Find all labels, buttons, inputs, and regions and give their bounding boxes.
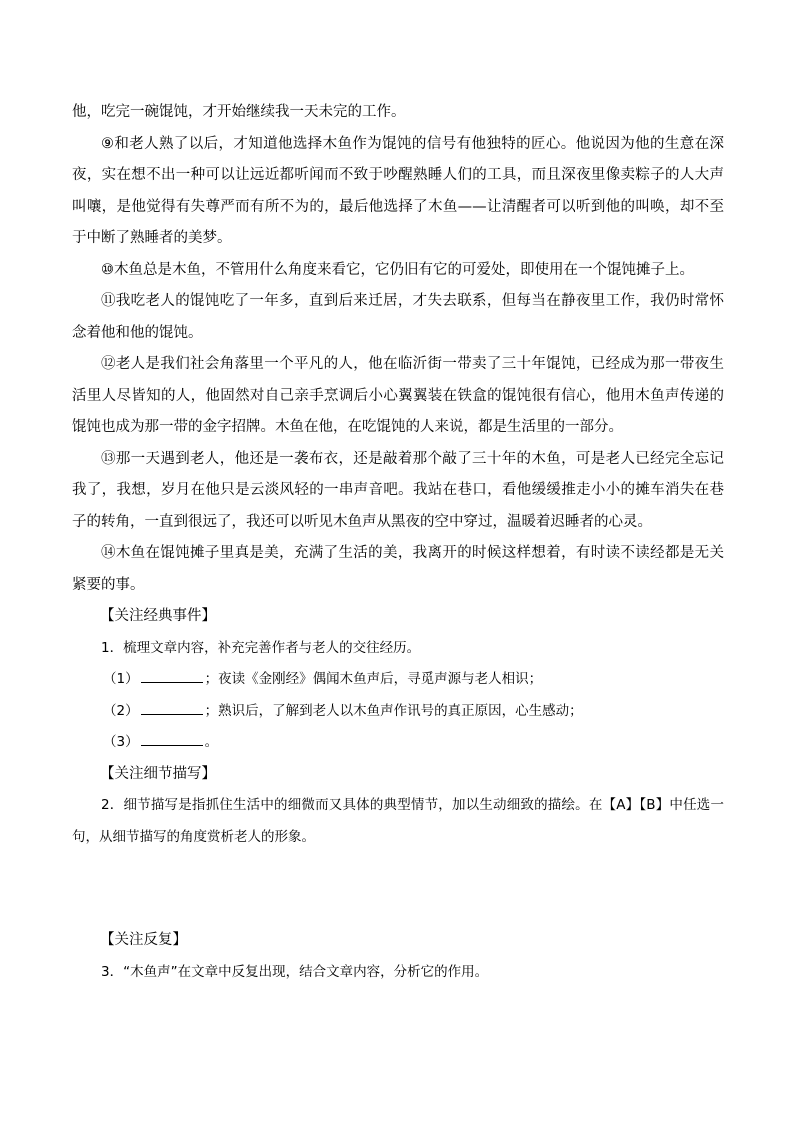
paragraph-10: ⑩木鱼总是木鱼，不管用什么角度来看它，它仍旧有它的可爱处，即使用在一个馄饨摊子上。 [101, 261, 694, 278]
question-1-item-2 [72, 696, 724, 728]
item-text: ；夜读《金刚经》偶闻木鱼声后，寻觅声源与老人相识； [204, 671, 543, 687]
item-number: （2） [103, 702, 139, 719]
item-text: 。 [204, 734, 219, 750]
answer-blank[interactable] [141, 700, 203, 715]
item-text: ；熟识后，了解到老人以木鱼声作讯号的真正原因，心生感动； [204, 702, 583, 719]
question-1-item-3 [72, 727, 724, 759]
paragraph-12: ⑫老人是我们社会角落里一个平凡的人，他在临沂街一带卖了三十年馄饨，已经成为那一带夜生活里人尽皆知的人，他固然对自己亲手烹调后小心翼翼装在铁盒的馄饨很有信心，他用木鱼声传递的馄饨也成为那一带的金字招牌。木鱼在他，在吃馄饨的人来说，都是生活里的一部分。 [72, 356, 724, 435]
question-2: 2．细节描写是指抓住生活中的细微而又具体的典型情节，加以生动细致的描绘。在【A】【B】中任选一句，从细节描写的角度赏析老人的形象。 [72, 797, 724, 845]
paragraph-continuation: 他，吃完一碗馄饨，才开始继续我一天未完的工作。 [72, 104, 406, 120]
answer-blank[interactable] [141, 731, 203, 746]
item-number: （1） [103, 671, 139, 687]
question-1: 1．梳理文章内容，补充完善作者与老人的交往经历。 [101, 639, 421, 656]
section-title-repetition: 【关注反复】 [100, 932, 187, 948]
question-1-item-1 [72, 664, 724, 696]
paragraph-9: ⑨和老人熟了以后，才知道他选择木鱼作为馄饨的信号有他独特的匠心。他说因为他的生意在深夜，实在想不出一种可以让远近都听闻而不致于吵醒熟睡人们的工具，而且深夜里像卖粽子的人大声叫嚷，是他觉得有失尊严而有所不为的，最后他选择了木鱼——让清醒者可以听到他的叫唤，却不至于中断了熟睡者的美梦。 [72, 135, 724, 246]
document-content [72, 97, 724, 988]
paragraph-11: ⑪我吃老人的馄饨吃了一年多，直到后来迁居，才失去联系，但每当在静夜里工作，我仍时常怀念着他和他的馄饨。 [72, 293, 724, 341]
paragraph-13: ⑬那一天遇到老人，他还是一袭布衣，还是敲着那个敲了三十年的木鱼，可是老人已经完全忘记我了，我想，岁月在他只是云淡风轻的一串声音吧。我站在巷口，看他缓缓推走小小的摊车消失在巷子的转角，一直到很远了，我还可以听见木鱼声从黑夜的空中穿过，温暖着迟睡者的心灵。 [72, 450, 724, 530]
section-title-classic-events: 【关注经典事件】 [100, 608, 216, 624]
paragraph-14: ⑭木鱼在馄饨摊子里真是美，充满了生活的美，我离开的时候这样想着，有时读不读经都是无关紧要的事。 [72, 545, 724, 593]
answer-blank[interactable] [141, 668, 203, 683]
item-number: （3） [103, 734, 139, 750]
answer-space[interactable] [72, 853, 724, 925]
question-3: 3．“木鱼声”在文章中反复出现，结合文章内容，分析它的作用。 [101, 963, 489, 980]
section-title-detail-description: 【关注细节描写】 [100, 765, 216, 782]
